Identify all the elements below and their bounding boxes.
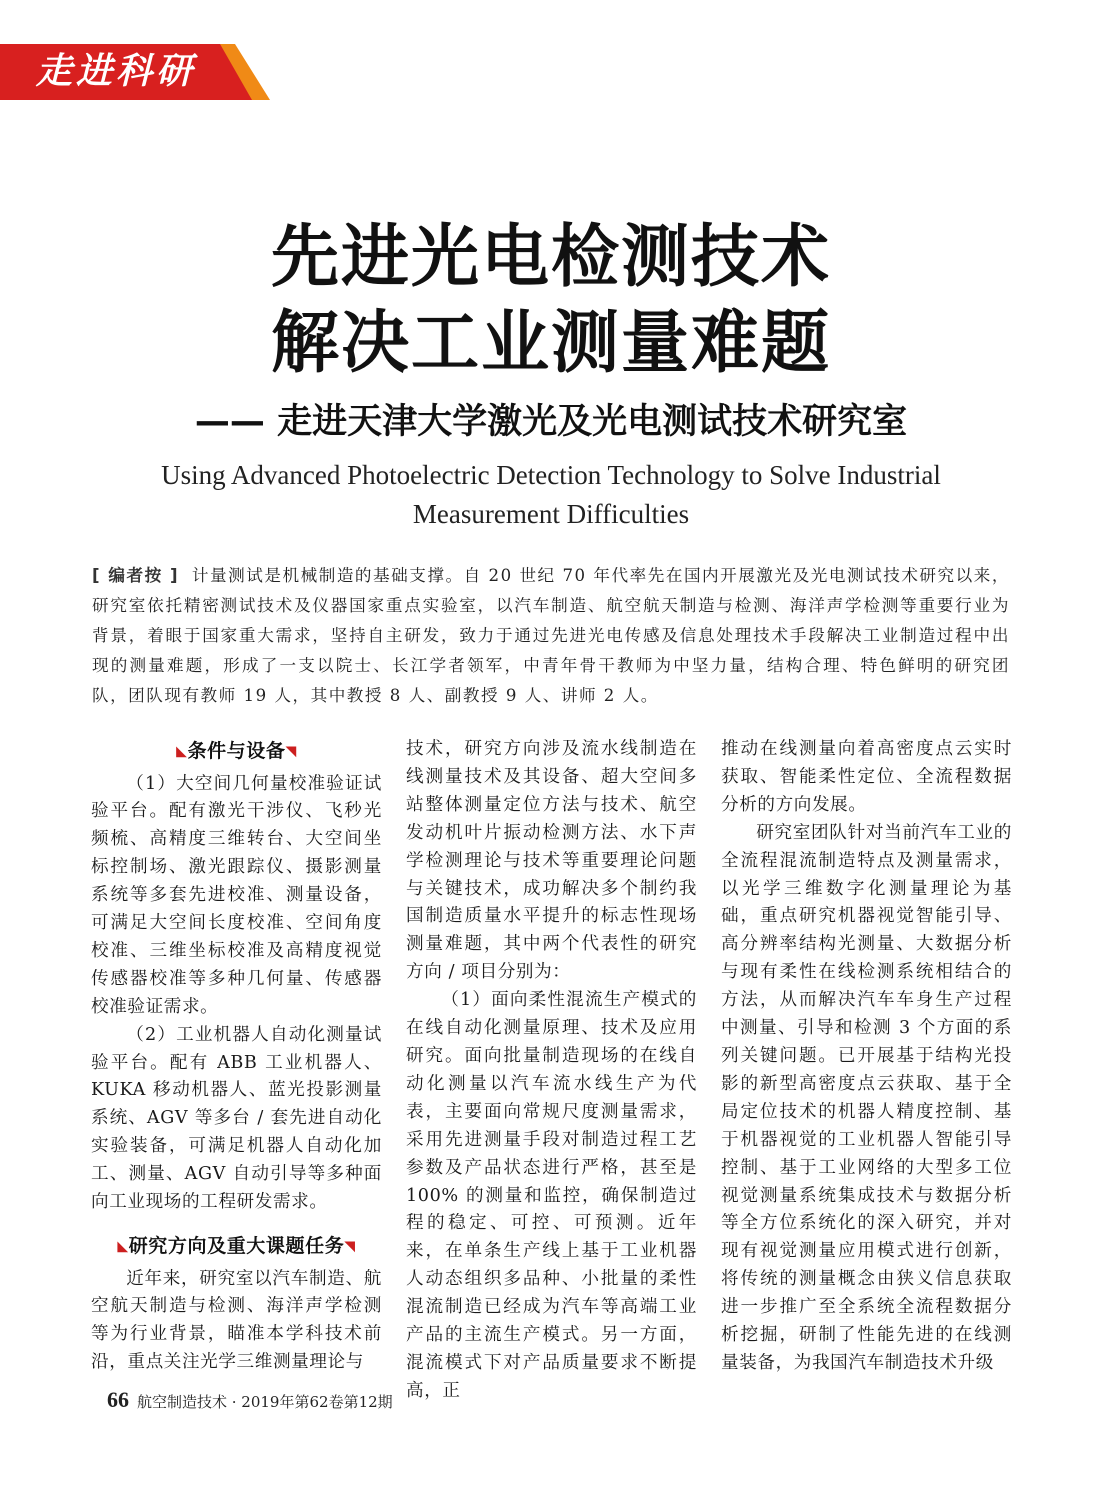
paragraph: （1）面向柔性混流生产模式的在线自动化测量原理、技术及应用研究。面向批量制造现场的在线自动化测量以汽车流水线生产为代表，主要面向常规尺度测量需求，采用先进测量手段对制造过程工艺参数及产品状态进行严格，甚至是 100% 的测量和监控，确保制造过程的稳定、可控、可预测。近年来，在单条生产线上基于工业机器人动态组织多品种、小批量的柔性混流制造已经成为汽车等高端工业产品的主流生产模式。另一方面，混流模式下对产品质量要求不断提高，正 [406, 990, 697, 1401]
page-number: 66 [107, 1387, 129, 1412]
paragraph: 技术，研究方向涉及流水线制造在线测量技术及其设备、超大空间多站整体测量定位方法与技术、航空发动机叶片振动检测方法、水下声学检测理论与技术等重要理论问题与关键技术，成功解决多个制约我国制造质量水平提升的标志性现场测量难题，其中两个代表性的研究方向 / 项目分别为： [406, 739, 697, 983]
editor-note [92, 561, 1010, 711]
triangle-left-icon: ◣ [176, 743, 188, 760]
article-column-2 [406, 736, 697, 1406]
article-column-3 [721, 736, 1012, 1378]
page-footer [107, 1388, 393, 1414]
heading-label: 条件与设备 [187, 740, 286, 762]
paragraph: 研究室团队针对当前汽车工业的全流程混流制造特点及测量需求，以光学三维数字化测量理论为基础，重点研究机器视觉智能引导、高分辨率结构光测量、大数据分析与现有柔性在线检测系统相结合的方法，从而解决汽车车身生产过程中测量、引导和检测 3 个方面的系列关键问题。已开展基于结构光投影的新型高密度点云获取、基于全局定位技术的机器人精度控制、基于机器视觉的工业机器人智能引导控制、基于工业网络的大型多工位视觉测量系统集成技术与数据分析等全方位系统化的深入研究，并对现有视觉测量应用模式进行创新，将传统的测量概念由狭义信息获取进一步推广至全系统全流程数据分析挖掘，研制了性能先进的在线测量装备，为我国汽车制造技术升级 [721, 822, 1012, 1373]
editor-note-text: 计量测试是机械制造的基础支撑。自 20 世纪 70 年代率先在国内开展激光及光电测试技术研究以来，研究室依托精密测试技术及仪器国家重点实验室，以汽车制造、航空航天制造与检测、海洋声学检测等重要行业为背景，着眼于国家重大需求，坚持自主研发，致力于通过先进光电传感及信息处理技术手段解决工业制造过程中出现的测量难题，形成了一支以院士、长江学者领军，中青年骨干教师为中坚力量，结构合理、特色鲜明的研究团队，团队现有教师 19 人，其中教授 8 人、副教授 9 人、讲师 2 人。 [92, 566, 1010, 705]
paragraph: 推动在线测量向着高密度点云实时获取、智能柔性定位、全流程数据分析的方向发展。 [721, 739, 1012, 815]
banner-label: 走进科研 [36, 51, 197, 92]
editor-note-tag: [ 编者按 ] [92, 566, 180, 585]
journal-info: 航空制造技术 · 2019年第62卷第12期 [137, 1393, 393, 1411]
main-title-line-1: 先进光电检测技术 [270, 218, 831, 297]
triangle-right-icon: ◥ [344, 1238, 356, 1255]
heading-label: 研究方向及重大课题任务 [128, 1235, 345, 1257]
english-title-line-2: Measurement Difficulties [412, 499, 690, 529]
section-heading-research [91, 1231, 382, 1262]
paragraph: （2）工业机器人自动化测量试验平台。配有 ABB 工业机器人、KUKA 移动机器人、蓝光投影测量系统、AGV 等多台 / 套先进自动化实验装备，可满足机器人自动化加工、测量、AGV 自动引导等多种面向工业现场的工程研发需求。 [91, 1024, 382, 1213]
main-title-line-2: 解决工业测量难题 [270, 304, 831, 383]
triangle-right-icon: ◥ [285, 743, 297, 760]
english-title-line-1: Using Advanced Photoelectric Detection Technology to Solve Industrial [161, 460, 941, 490]
triangle-left-icon: ◣ [117, 1238, 129, 1255]
article-column-1 [91, 736, 382, 1377]
section-heading-conditions [91, 736, 382, 767]
paragraph: 近年来，研究室以汽车制造、航空航天制造与检测、海洋声学检测等为行业背景，瞄准本学科技术前沿，重点关注光学三维测量理论与 [91, 1268, 382, 1373]
section-banner [0, 44, 270, 100]
subtitle: —— 走进天津大学激光及光电测试技术研究室 [194, 402, 908, 442]
paragraph: （1）大空间几何量校准验证试验平台。配有激光干涉仪、飞秒光频梳、高精度三维转台、大空间坐标控制场、激光跟踪仪、摄影测量系统等多套先进校准、测量设备，可满足大空间长度校准、空间角度校准、三维坐标校准及高精度视觉传感器校准等多种几何量、传感器校准验证需求。 [91, 773, 382, 1017]
